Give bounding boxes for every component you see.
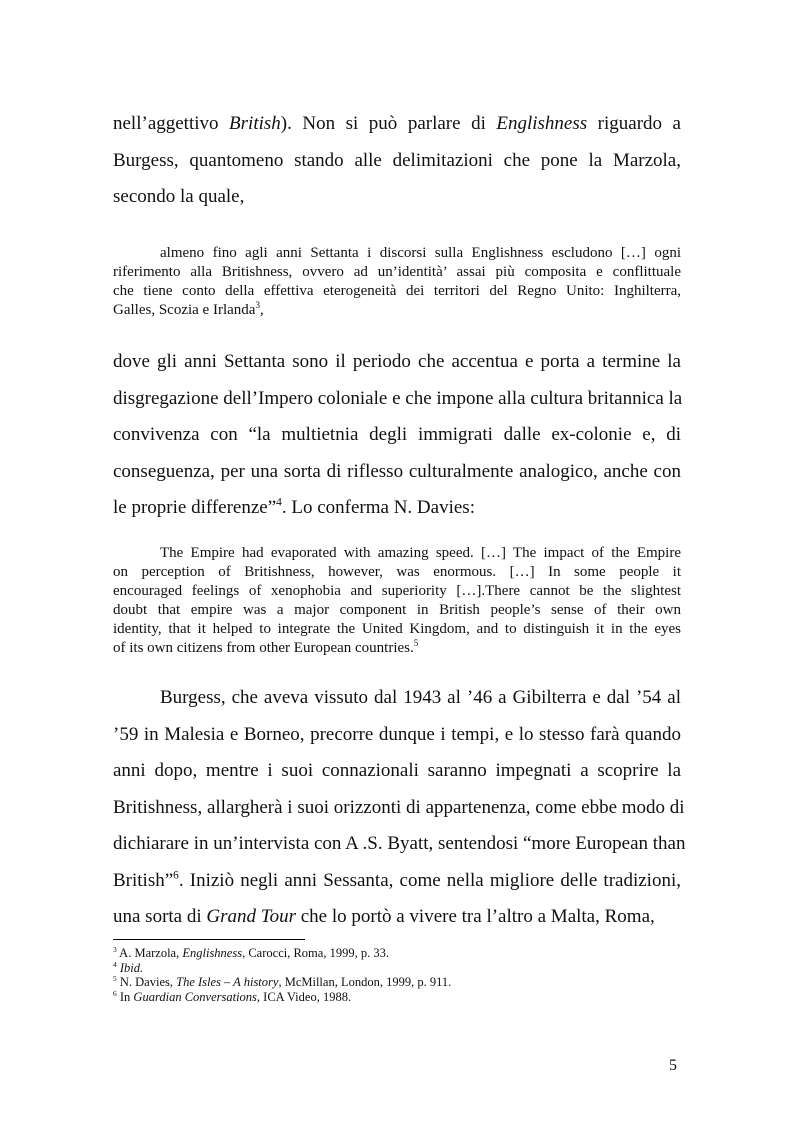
text-line: riferimento alla Britishness, ovvero ad un’identità’ assai più composita e conflittuale <box>113 264 681 280</box>
footnote-marker: 5 <box>113 973 117 983</box>
footnote-marker: 4 <box>113 959 117 969</box>
footnote-marker: 6 <box>113 988 117 998</box>
text-line: dichiarare in un’intervista con A .S. Byatt, sentendosi “more European than <box>113 833 686 854</box>
text-line: dove gli anni Settanta sono il periodo che accentua e porta a termine la <box>113 351 681 372</box>
text-line: una sorta di Grand Tour che lo portò a vivere tra l’altro a Malta, Roma, <box>113 906 655 927</box>
text-line: che tiene conto della effettiva eterogeneità dei territori del Regno Unito: Inghilterra, <box>113 283 681 299</box>
text-line: almeno fino agli anni Settanta i discorsi sulla Englishness escludono […] ogni <box>160 245 681 261</box>
italic-text: Englishness <box>496 113 588 134</box>
italic-text: Guardian Conversations <box>133 989 257 1004</box>
italic-text: Ibid. <box>119 960 144 975</box>
text-line: on perception of Britishness, however, was enormous. […] In some people it <box>113 564 681 580</box>
footnote <box>113 961 681 976</box>
footnote: $^3$ A. Marzola, Englishness, Carocci, Roma, 1999, p. 33. <box>113 944 389 960</box>
block-quote-davies <box>113 544 681 658</box>
footnote-marker: 3 <box>113 944 117 954</box>
text-line: nell’aggettivo British). Non si può parlare di Englishness riguardo a <box>113 113 681 134</box>
footnote-separator <box>113 939 305 940</box>
text-line: anni dopo, mentre i suoi connazionali saranno impegnati a scoprire la <box>113 760 681 781</box>
text-line: Galles, Scozia e Irlanda$^3$, <box>113 300 264 318</box>
footnote-marker: 5 <box>413 638 419 648</box>
text-line: le proprie differenze”$^4$. Lo conferma N. Davies: <box>113 496 475 518</box>
footnote-marker: 3 <box>255 300 260 310</box>
italic-text: British <box>229 113 281 134</box>
text-line: Britishness, allargherà i suoi orizzonti di appartenenza, come ebbe modo di <box>113 796 685 818</box>
footnote: $^5$ N. Davies, The Isles – A history, McMillan, London, 1999, p. 911. <box>113 973 452 989</box>
paragraph-3 <box>113 680 686 936</box>
italic-text: Grand Tour <box>206 906 296 927</box>
block-quote-marzola <box>113 244 681 320</box>
text-line: conseguenza, per una sorta di riflesso culturalmente analogico, anche con <box>113 460 681 482</box>
text-line: disgregazione dell’Impero coloniale e che impone alla cultura britannica la <box>113 387 683 409</box>
text-line: identity, that it helped to integrate the United Kingdom, and to distinguish it in the eyes <box>113 621 681 637</box>
paragraph-2 <box>113 344 681 527</box>
paragraph-1 <box>113 106 681 216</box>
text-line: Burgess, quantomeno stando alle delimitazioni che pone la Marzola, <box>113 149 681 171</box>
page-number: 5 <box>669 1057 677 1074</box>
text-line: British”$^6$. Iniziò negli anni Sessanta, come nella migliore delle tradizioni, <box>113 869 681 891</box>
italic-text: Englishness <box>182 946 243 960</box>
italic-text: The Isles – A history <box>176 975 279 989</box>
text-line: doubt that empire was a major component in British people’s sense of their own <box>113 602 681 618</box>
footnotes <box>113 946 681 1004</box>
text-line: The Empire had evaporated with amazing speed. […] The impact of the Empire <box>160 545 681 561</box>
footnote-marker: 6 <box>173 869 179 882</box>
text-line: secondo la quale, <box>113 186 245 207</box>
footnote: $^6$ In Guardian Conversations, ICA Video, 1988. <box>113 988 352 1004</box>
text-line: convivenza con “la multietnia degli immigrati dalle ex-colonie e, di <box>113 424 681 445</box>
text-line: of its own citizens from other European countries.$^5$ <box>113 638 419 656</box>
footnote-marker: 4 <box>276 496 282 509</box>
text-line: ’59 in Malesia e Borneo, precorre dunque i tempi, e lo stesso farà quando <box>113 723 681 745</box>
text-line: Burgess, che aveva vissuto dal 1943 al ’46 a Gibilterra e dal ’54 al <box>160 687 681 708</box>
text-line: encouraged feelings of xenophobia and superiority […].There cannot be the slightest <box>113 583 681 599</box>
